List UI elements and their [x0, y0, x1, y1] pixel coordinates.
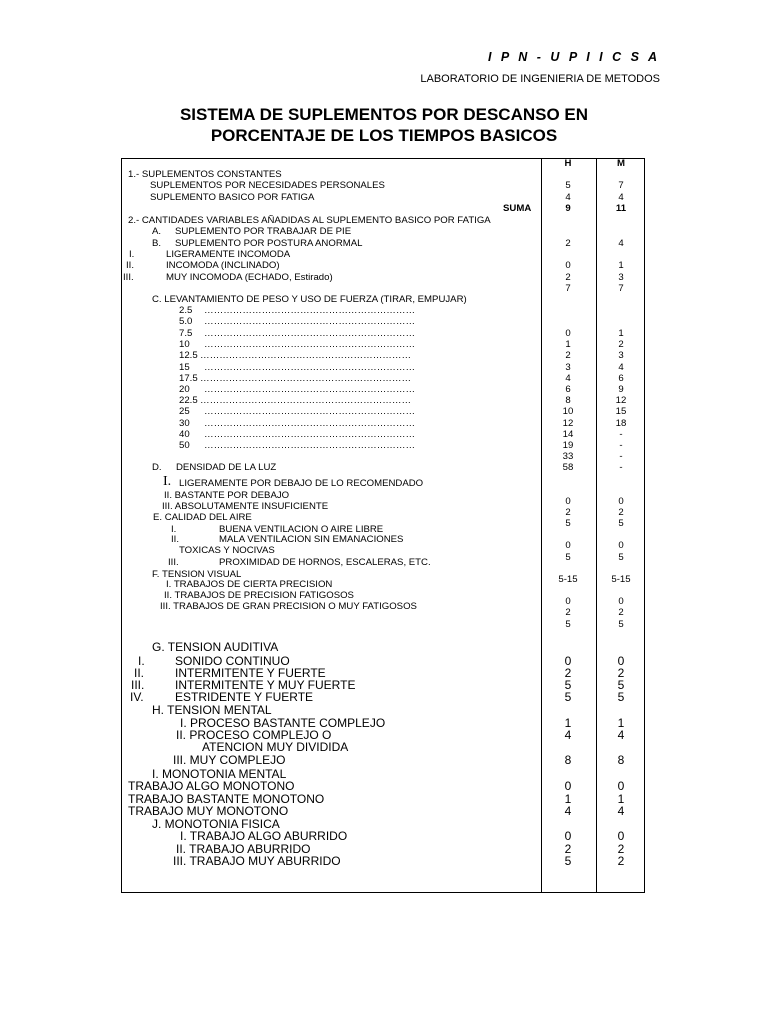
- weight-10: 10: [179, 339, 190, 350]
- label-monotonia-mental: I. MONOTONIA MENTAL: [152, 767, 287, 781]
- value-cell: 4: [564, 804, 572, 818]
- value-cell: 4: [565, 192, 571, 203]
- value-cell: 5: [564, 690, 572, 704]
- value-cell: 2: [565, 350, 571, 361]
- label-densidad-luz: DENSIDAD DE LA LUZ: [176, 462, 277, 473]
- label-absolutamente-insuficiente: III. ABSOLUTAMENTE INSUFICIENTE: [162, 501, 329, 512]
- weight-5-0: 5.0: [179, 316, 193, 327]
- label-tension-visual: F. TENSION VISUAL: [152, 569, 242, 580]
- label-algo-monotono: TRABAJO ALGO MONOTONO: [128, 779, 295, 793]
- value-cell: 2: [617, 842, 625, 856]
- value-cell: 12: [615, 395, 627, 406]
- value-cell: 6: [565, 384, 571, 395]
- label-proceso-bastante-complejo: I. PROCESO BASTANTE COMPLEJO: [180, 716, 386, 730]
- weight-22-5: 22.5: [179, 395, 198, 406]
- value-cell: 1: [618, 328, 624, 339]
- value-cell: 7: [618, 180, 624, 191]
- roman-g4: IV.: [130, 690, 144, 704]
- roman-e3: III.: [168, 557, 179, 568]
- value-cell: 1: [565, 339, 571, 350]
- leader-dots: …………………………………………………………: [200, 373, 412, 384]
- roman-b2: II.: [126, 260, 134, 271]
- label-aburrido: II. TRABAJO ABURRIDO: [176, 842, 311, 856]
- leader-dots: …………………………………………………………: [204, 362, 416, 373]
- weight-25: 25: [179, 406, 190, 417]
- label-bastante-por-debajo: II. BASTANTE POR DEBAJO: [164, 490, 290, 501]
- label-suma: SUMA: [503, 203, 532, 214]
- value-cell: 0: [617, 779, 625, 793]
- label-basico-fatiga: SUPLEMENTO BASICO POR FATIGA: [150, 192, 315, 203]
- value-cell: 6: [618, 373, 624, 384]
- value-cell: 0: [618, 596, 624, 607]
- label-toxicas-nocivas: TOXICAS Y NOCIVAS: [179, 545, 275, 556]
- leader-dots: …………………………………………………………: [200, 395, 412, 406]
- value-cell: 3: [565, 362, 571, 373]
- value-cell: 2: [565, 272, 571, 283]
- value-cell: 0: [565, 260, 571, 271]
- value-cell: 1: [618, 260, 624, 271]
- label-mala-ventilacion: MALA VENTILACION SIN EMANACIONES: [219, 534, 404, 545]
- value-cell: 5: [618, 552, 624, 563]
- value-cell: 7: [565, 283, 571, 294]
- value-cell: 33: [562, 451, 574, 462]
- value-cell: -: [619, 451, 623, 462]
- value-cell: 9: [618, 384, 624, 395]
- roman-g2: II.: [134, 666, 145, 680]
- value-cell: 2: [617, 666, 625, 680]
- value-cell: 8: [565, 395, 571, 406]
- label-intermitente-fuerte: INTERMITENTE Y FUERTE: [175, 666, 326, 680]
- leader-dots: …………………………………………………………: [204, 418, 416, 429]
- leader-dots: …………………………………………………………: [204, 316, 416, 327]
- label-incomoda: INCOMODA (INCLINADO): [166, 260, 280, 271]
- value-cell: 0: [618, 496, 624, 507]
- value-cell: 5: [565, 619, 571, 630]
- value-cell: 2: [618, 607, 624, 618]
- label-muy-complejo: III. MUY COMPLEJO: [173, 753, 286, 767]
- value-cell: 5: [565, 180, 571, 191]
- value-cell: -: [619, 462, 623, 473]
- value-cell: 0: [564, 654, 572, 668]
- leader-dots: …………………………………………………………: [204, 440, 416, 451]
- value-cell: 8: [564, 753, 572, 767]
- section-2-heading: 2.- CANTIDADES VARIABLES AÑADIDAS AL SUPLEMENTO BASICO POR FATIGA: [128, 215, 491, 226]
- value-cell: 4: [618, 362, 624, 373]
- value-cell: 2: [564, 666, 572, 680]
- value-cell: 5-15: [611, 574, 631, 585]
- label-sonido-continuo: SONIDO CONTINUO: [175, 654, 290, 668]
- document-title: [0, 104, 768, 146]
- value-cell: 5: [618, 518, 624, 529]
- section-1-heading: 1.- SUPLEMENTOS CONSTANTES: [128, 169, 282, 180]
- label-proximidad-hornos: PROXIMIDAD DE HORNOS, ESCALERAS, ETC.: [219, 557, 431, 568]
- value-cell: 2: [618, 507, 624, 518]
- letter-d: D.: [152, 462, 162, 473]
- weight-2-5: 2.5: [179, 305, 193, 316]
- value-cell: 0: [617, 829, 625, 843]
- value-cell: 5: [565, 518, 571, 529]
- label-algo-aburrido: I. TRABAJO ALGO ABURRIDO: [180, 829, 348, 843]
- weight-17-5: 17.5: [179, 373, 198, 384]
- title-line-2: PORCENTAJE DE LOS TIEMPOS BASICOS: [210, 126, 558, 145]
- value-cell: 0: [564, 829, 572, 843]
- leader-dots: …………………………………………………………: [204, 328, 416, 339]
- value-cell: 0: [564, 779, 572, 793]
- value-cell: 0: [618, 540, 624, 551]
- weight-50: 50: [179, 440, 190, 451]
- value-cell: 8: [617, 753, 625, 767]
- value-cell: 4: [618, 238, 624, 249]
- weight-30: 30: [179, 418, 190, 429]
- leader-dots: …………………………………………………………: [200, 350, 412, 361]
- value-cell: 12: [562, 418, 574, 429]
- label-gran-precision: III. TRABAJOS DE GRAN PRECISION O MUY FATIGOSOS: [160, 601, 417, 612]
- roman-b1: I.: [129, 249, 135, 260]
- value-cell: 10: [562, 406, 574, 417]
- value-cell: 1: [564, 792, 572, 806]
- value-cell: 4: [617, 804, 625, 818]
- value-cell: 5: [618, 619, 624, 630]
- value-cell: 58: [562, 462, 574, 473]
- label-ligeramente-por-debajo: LIGERAMENTE POR DEBAJO DE LO RECOMENDADO: [179, 478, 424, 489]
- label-tension-mental: H. TENSION MENTAL: [152, 703, 272, 717]
- value-cell: 4: [564, 728, 572, 742]
- value-cell: 3: [618, 272, 624, 283]
- label-buena-ventilacion: BUENA VENTILACION O AIRE LIBRE: [219, 524, 384, 535]
- value-cell: 0: [565, 540, 571, 551]
- leader-dots: …………………………………………………………: [204, 384, 416, 395]
- label-muy-aburrido: III. TRABAJO MUY ABURRIDO: [173, 854, 341, 868]
- lab-header: LABORATORIO DE INGENIERIA DE METODOS: [420, 73, 660, 85]
- value-cell: 2: [565, 607, 571, 618]
- letter-a: A.: [152, 226, 162, 237]
- value-cell: 1: [617, 792, 625, 806]
- value-cell: 2: [565, 507, 571, 518]
- value-cell: 2: [564, 842, 572, 856]
- roman-e1: I.: [171, 524, 177, 535]
- roman-g3: III.: [131, 678, 145, 692]
- leader-dots: …………………………………………………………: [204, 339, 416, 350]
- value-cell: 5: [565, 552, 571, 563]
- value-cell: 14: [562, 429, 574, 440]
- value-cell: 4: [618, 192, 624, 203]
- value-cell: 15: [615, 406, 627, 417]
- weight-15: 15: [179, 362, 190, 373]
- roman-d1: I.: [163, 474, 172, 489]
- label-muy-incomoda: MUY INCOMODA (ECHADO, Estirado): [166, 272, 333, 283]
- value-cell: 1: [564, 716, 572, 730]
- roman-e2: II.: [171, 534, 179, 545]
- weight-40: 40: [179, 429, 190, 440]
- value-cell: 5: [564, 854, 572, 868]
- label-tension-auditiva: G. TENSION AUDITIVA: [152, 640, 279, 654]
- leader-dots: …………………………………………………………: [204, 406, 416, 417]
- label-ligeramente-incomoda: LIGERAMENTE INCOMODA: [166, 249, 291, 260]
- letter-b: B.: [152, 238, 162, 249]
- weight-12-5: 12.5: [179, 350, 198, 361]
- label-atencion-dividida: ATENCION MUY DIVIDIDA: [202, 740, 349, 754]
- value-cell: 4: [617, 728, 625, 742]
- column-header-m: M: [617, 158, 625, 169]
- value-cell: 0: [565, 328, 571, 339]
- label-levantamiento-peso: C. LEVANTAMIENTO DE PESO Y USO DE FUERZA (TIRAR, EMPUJAR): [152, 294, 467, 305]
- title-line-1: SISTEMA DE SUPLEMENTOS POR DESCANSO EN: [179, 105, 589, 124]
- label-intermitente-muy-fuerte: INTERMITENTE Y MUY FUERTE: [175, 678, 356, 692]
- roman-g1: I.: [138, 654, 145, 668]
- column-divider-m: [596, 158, 597, 893]
- value-cell: 11: [615, 203, 627, 214]
- value-cell: 2: [565, 238, 571, 249]
- value-cell: 0: [617, 654, 625, 668]
- value-cell: 0: [565, 596, 571, 607]
- column-divider-h: [541, 158, 542, 893]
- value-cell: 2: [618, 339, 624, 350]
- label-trabajar-de-pie: SUPLEMENTO POR TRABAJAR DE PIE: [175, 226, 352, 237]
- value-cell: 1: [617, 716, 625, 730]
- column-header-h: H: [564, 158, 572, 169]
- label-calidad-aire: E. CALIDAD DEL AIRE: [153, 512, 252, 523]
- value-cell: 9: [565, 203, 571, 214]
- value-cell: 3: [618, 350, 624, 361]
- value-cell: 5: [564, 678, 572, 692]
- institution-header: I P N - U P I I C S A: [487, 50, 660, 64]
- label-monotonia-fisica: J. MONOTONIA FISICA: [152, 817, 280, 831]
- value-cell: -: [619, 440, 623, 451]
- leader-dots: …………………………………………………………: [204, 305, 416, 316]
- label-muy-monotono: TRABAJO MUY MONOTONO: [128, 804, 289, 818]
- value-cell: 0: [565, 496, 571, 507]
- label-necesidades-personales: SUPLEMENTOS POR NECESIDADES PERSONALES: [150, 180, 385, 191]
- value-cell: -: [619, 429, 623, 440]
- label-postura-anormal: SUPLEMENTO POR POSTURA ANORMAL: [175, 238, 363, 249]
- label-proceso-complejo: II. PROCESO COMPLEJO O: [176, 728, 332, 742]
- value-cell: 18: [615, 418, 627, 429]
- value-cell: 5: [617, 678, 625, 692]
- leader-dots: …………………………………………………………: [204, 429, 416, 440]
- roman-b3: III.: [123, 272, 134, 283]
- value-cell: 4: [565, 373, 571, 384]
- value-cell: 5: [617, 690, 625, 704]
- label-cierta-precision: I. TRABAJOS DE CIERTA PRECISION: [166, 579, 333, 590]
- value-cell: 2: [617, 854, 625, 868]
- weight-7-5: 7.5: [179, 328, 193, 339]
- label-bastante-monotono: TRABAJO BASTANTE MONOTONO: [128, 792, 325, 806]
- value-cell: 5-15: [558, 574, 578, 585]
- label-precision-fatigosos: II. TRABAJOS DE PRECISION FATIGOSOS: [164, 590, 354, 601]
- label-estridente-fuerte: ESTRIDENTE Y FUERTE: [175, 690, 314, 704]
- weight-20: 20: [179, 384, 190, 395]
- value-cell: 7: [618, 283, 624, 294]
- value-cell: 19: [562, 440, 574, 451]
